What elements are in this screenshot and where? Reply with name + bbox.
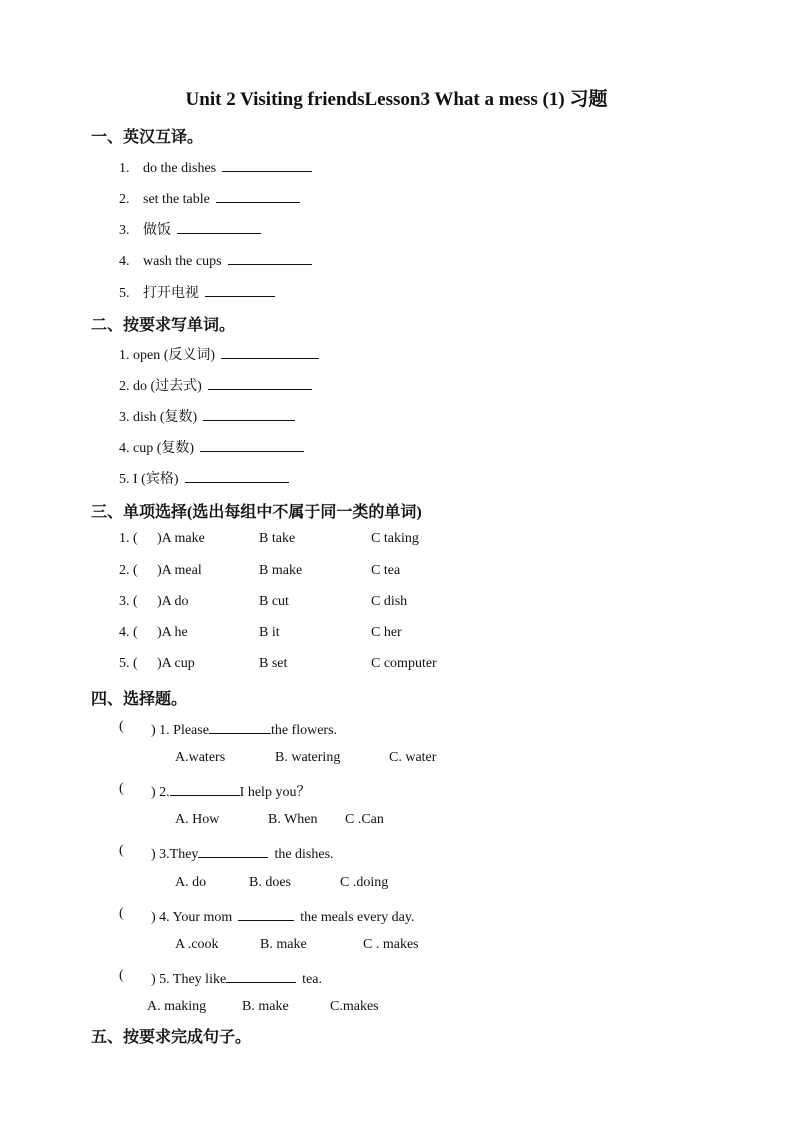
section-1-heading: 一、英汉互译。 [91, 129, 204, 146]
answer-blank[interactable] [170, 781, 240, 796]
s1-item-3 [119, 219, 261, 239]
s4-q1-paren: ( [119, 719, 124, 734]
stem-post: the flowers. [270, 723, 338, 738]
section-5-heading: 五、按要求完成句子。 [91, 1029, 252, 1046]
section-4-heading: 四、选择题。 [91, 691, 188, 708]
s4-q2-stem [151, 781, 310, 801]
s4-q4-option-b: B. make [260, 937, 307, 952]
s2-item-1 [119, 344, 319, 364]
answer-blank[interactable] [203, 406, 295, 421]
s3-q1-option-a: )A make [157, 531, 205, 546]
s4-q5-option-b: B. make [242, 999, 289, 1014]
s3-q1-option-c: C taking [371, 531, 419, 546]
s4-q4-option-c: C . makes [363, 937, 419, 952]
s4-q5-stem [151, 968, 322, 988]
item-number: 5. [119, 286, 130, 301]
answer-blank[interactable] [228, 250, 312, 265]
item-text: 3. dish (复数) [119, 410, 198, 425]
stem-post: tea. [302, 972, 322, 987]
answer-blank[interactable] [177, 219, 261, 234]
section-3-heading: 三、单项选择(选出每组中不属于同一类的单词) [91, 504, 422, 521]
answer-blank[interactable] [209, 719, 271, 734]
section-2-heading: 二、按要求写单词。 [91, 317, 236, 334]
answer-blank[interactable] [208, 375, 312, 390]
page-title: Unit 2 Visiting friendsLesson3 What a mess (1) 习题 [185, 89, 608, 110]
s3-q2-option-b: B make [259, 563, 303, 578]
s4-q1-option-a: A.waters [175, 750, 226, 765]
item-text: 2. do (过去式) [119, 379, 202, 394]
stem-post: the dishes. [274, 847, 334, 862]
s3-q3-option-c: C dish [371, 594, 408, 609]
answer-blank[interactable] [198, 843, 268, 858]
s3-q3-option-a: )A do [157, 594, 189, 609]
s4-q4-paren: ( [119, 906, 124, 921]
item-number: 2. [119, 192, 130, 207]
stem-pre: ) 5. They like [151, 972, 227, 987]
answer-blank[interactable] [216, 188, 300, 203]
item-text: set the table [143, 192, 210, 207]
answer-blank[interactable] [205, 282, 275, 297]
s4-q3-stem [151, 843, 334, 863]
answer-blank[interactable] [221, 344, 319, 359]
answer-blank[interactable] [226, 968, 296, 983]
s2-item-3 [119, 406, 295, 426]
s4-q5-option-a: A. making [147, 999, 207, 1014]
item-text: 做饭 [143, 223, 171, 238]
s3-q5-option-c: C computer [371, 656, 437, 671]
s3-q3-number: 3. ( [119, 594, 138, 609]
item-text: 打开电视 [143, 286, 199, 301]
s1-item-1 [119, 157, 312, 177]
s4-q5-option-c: C.makes [330, 999, 379, 1014]
s2-item-4 [119, 437, 304, 457]
s3-q4-option-c: C her [371, 625, 402, 640]
s4-q3-option-b: B. does [249, 875, 291, 890]
s3-q4-number: 4. ( [119, 625, 138, 640]
item-number: 3. [119, 223, 130, 238]
answer-blank[interactable] [238, 906, 294, 921]
item-number: 4. [119, 254, 130, 269]
s4-q5-paren: ( [119, 968, 124, 983]
s4-q1-option-c: C. water [389, 750, 437, 765]
s3-q3-option-b: B cut [259, 594, 289, 609]
item-text: do the dishes [143, 161, 217, 176]
s3-q1-option-b: B take [259, 531, 296, 546]
s4-q3-paren: ( [119, 843, 124, 858]
answer-blank[interactable] [222, 157, 312, 172]
s4-q4-stem [151, 906, 414, 926]
s3-q2-option-a: )A meal [157, 563, 202, 578]
s4-q1-stem [151, 719, 337, 739]
s4-q4-option-a: A .cook [175, 937, 219, 952]
s1-item-5 [119, 282, 275, 302]
s3-q5-option-b: B set [259, 656, 288, 671]
item-text: 1. open (反义词) [119, 348, 216, 363]
s3-q2-option-c: C tea [371, 563, 401, 578]
item-text: 5. I (宾格) [119, 472, 179, 487]
s1-item-4 [119, 250, 312, 270]
s3-q2-number: 2. ( [119, 563, 138, 578]
s4-q2-paren: ( [119, 781, 124, 796]
s1-item-2 [119, 188, 300, 208]
stem-post: I help you？ [239, 785, 311, 800]
s2-item-2 [119, 375, 312, 395]
stem-post: the meals every day. [300, 910, 415, 925]
s3-q4-option-b: B it [259, 625, 280, 640]
answer-blank[interactable] [200, 437, 304, 452]
stem-pre: ) 2. [151, 785, 170, 800]
stem-pre: ) 4. Your mom [151, 910, 233, 925]
s2-item-5 [119, 468, 289, 488]
answer-blank[interactable] [185, 468, 289, 483]
s4-q2-option-a: A. How [175, 812, 220, 827]
s4-q3-option-a: A. do [175, 875, 207, 890]
s4-q2-option-c: C .Can [345, 812, 384, 827]
stem-pre: ) 3.They [151, 847, 199, 862]
s3-q1-number: 1. ( [119, 531, 138, 546]
s4-q3-option-c: C .doing [340, 875, 389, 890]
s3-q4-option-a: )A he [157, 625, 188, 640]
item-text: 4. cup (复数) [119, 441, 195, 456]
s3-q5-option-a: )A cup [157, 656, 195, 671]
s4-q1-option-b: B. watering [275, 750, 341, 765]
s4-q2-option-b: B. When [268, 812, 318, 827]
s3-q5-number: 5. ( [119, 656, 138, 671]
item-number: 1. [119, 161, 130, 176]
item-text: wash the cups [143, 254, 222, 269]
stem-pre: ) 1. Please [151, 723, 209, 738]
